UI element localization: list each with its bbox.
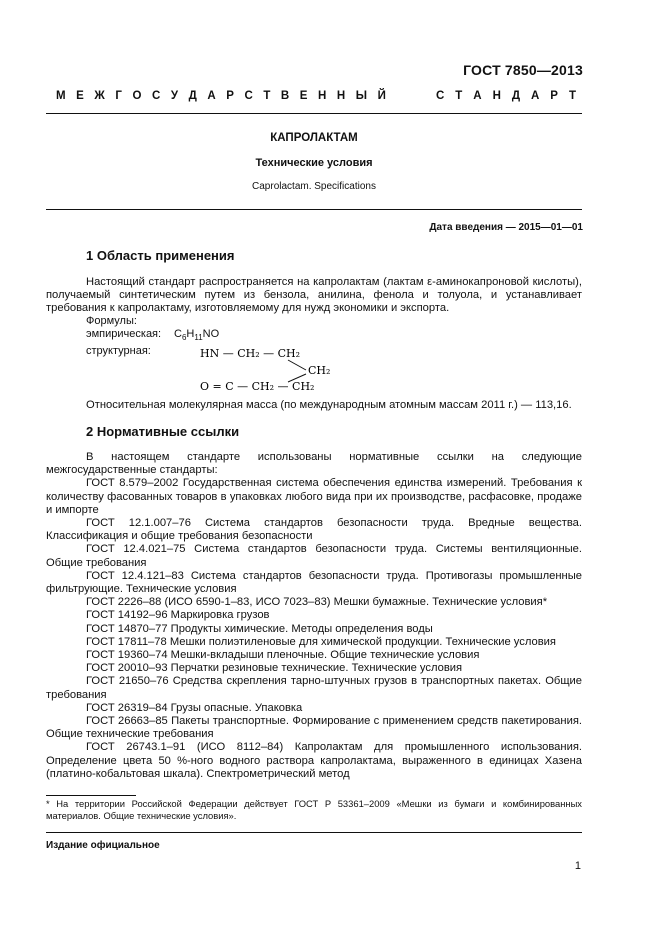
struct-line-1: HN — CH₂ — CH₂ bbox=[200, 347, 301, 360]
reference-item: ГОСТ 17811–78 Мешки полиэтиленовые для химической продукции. Технические условия bbox=[86, 635, 556, 648]
english-title: Caprolactam. Specifications bbox=[252, 181, 376, 192]
interstate-word-1 bbox=[56, 90, 386, 102]
structural-label: структурная: bbox=[86, 344, 151, 357]
section-1-paragraph bbox=[46, 276, 582, 316]
structural-formula bbox=[200, 346, 350, 394]
interstate-letter: С bbox=[244, 90, 253, 102]
empirical-formula: $C_6H_{11}NO$ bbox=[174, 328, 220, 343]
interstate-letter: Г bbox=[115, 90, 122, 102]
interstate-letter: Н bbox=[318, 90, 327, 102]
empirical-row bbox=[86, 328, 219, 344]
reference-item: ГОСТ 12.4.021–75 Система стандартов безопасности труда. Системы вентиляционные. Общие требования bbox=[46, 543, 582, 569]
interstate-letter: Н bbox=[336, 90, 346, 102]
reference-item: ГОСТ 19360–74 Мешки-вкладыши пленочные. Общие технические условия bbox=[86, 649, 480, 662]
standard-letter: Р bbox=[550, 90, 558, 102]
interstate-letter: Ж bbox=[94, 90, 105, 102]
footnote-divider bbox=[46, 795, 136, 796]
section-1-heading: 1 Область применения bbox=[86, 248, 235, 263]
interstate-letter: Е bbox=[299, 90, 308, 102]
interstate-letter: О bbox=[132, 90, 142, 102]
footnote: * На территории Российской Федерации действует ГОСТ Р 53361–2009 «Мешки из бумаги и комбинированных материалов. Общие технические условия». bbox=[46, 798, 582, 821]
standard-letter: Д bbox=[511, 90, 521, 102]
interstate-standard-banner bbox=[56, 90, 576, 102]
interstate-letter: Р bbox=[226, 90, 234, 102]
reference-item: ГОСТ 12.4.121–83 Система стандартов безопасности труда. Противогазы промышленные фильтрующие. Технические условия bbox=[46, 569, 582, 596]
struct-line-3: O = C — CH₂ — CH₂ bbox=[200, 380, 315, 393]
introduction-date: Дата введения — 2015—01—01 bbox=[429, 222, 583, 233]
document-subtitle: Технические условия bbox=[255, 157, 373, 169]
interstate-letter: Е bbox=[76, 90, 84, 102]
interstate-letter: Ы bbox=[355, 90, 368, 102]
reference-item: ГОСТ 20010–93 Перчатки резиновые технические. Технические условия bbox=[86, 662, 463, 675]
interstate-letter: Й bbox=[377, 90, 386, 102]
title-divider bbox=[46, 209, 582, 210]
interstate-letter: У bbox=[170, 90, 178, 102]
empirical-label: эмпирическая: bbox=[86, 328, 162, 341]
standard-letter: Т bbox=[568, 90, 576, 102]
interstate-letter: Д bbox=[188, 90, 197, 102]
page-number: 1 bbox=[574, 860, 581, 872]
edition-label: Издание официальное bbox=[46, 840, 160, 851]
reference-item: ГОСТ 12.1.007–76 Система стандартов безопасности труда. Вредные вещества. Классификация и общие требования безопасности bbox=[46, 517, 582, 543]
standard-letter: Н bbox=[492, 90, 501, 102]
interstate-letter: М bbox=[56, 90, 66, 102]
formulas-label: Формулы: bbox=[86, 315, 137, 327]
reference-item: ГОСТ 14192–96 Маркировка грузов bbox=[86, 609, 270, 622]
references-list bbox=[46, 451, 582, 781]
reference-item: ГОСТ 26663–85 Пакеты транспортные. Формирование с применением средств пакетирования. Общие технические требования bbox=[46, 715, 582, 741]
interstate-letter: В bbox=[280, 90, 290, 102]
interstate-letter: А bbox=[207, 90, 216, 102]
document-title: КАПРОЛАКТАМ bbox=[270, 132, 358, 144]
interstate-letter: Т bbox=[263, 90, 271, 102]
standard-letter: Т bbox=[455, 90, 463, 102]
reference-item: ГОСТ 2226–88 (ИСО 6590-1–83, ИСО 7023–83) Мешки бумажные. Технические условия* bbox=[86, 596, 548, 609]
struct-line-2: CH₂ bbox=[308, 364, 331, 377]
standard-letter: С bbox=[436, 90, 445, 102]
standard-code: ГОСТ 7850—2013 bbox=[463, 62, 583, 78]
references-intro: В настоящем стандарте использованы нормативные ссылки на следующие межгосударственные стандарты: bbox=[46, 451, 582, 477]
struct-bond-upper bbox=[288, 360, 306, 370]
footer-divider bbox=[46, 832, 582, 833]
reference-item: ГОСТ 21650–76 Средства скрепления тарно-штучных грузов в транспортных пакетах. Общие требования bbox=[46, 675, 582, 701]
molecular-mass: Относительная молекулярная масса (по международным атомным массам 2011 г.) — 113,16. bbox=[86, 399, 572, 411]
section-2-heading: 2 Нормативные ссылки bbox=[86, 424, 240, 439]
scope-paragraph: Настоящий стандарт распространяется на капролактам (лактам ε-аминокапроновой кислоты), получаемый синтетическим путем из бензола, анилина, фенола и толуола, и устанавливает требования к капролактаму, изготовляемому для нужд экономики и экспорта. bbox=[46, 276, 582, 315]
reference-item: ГОСТ 14870–77 Продукты химические. Методы определения воды bbox=[86, 622, 433, 635]
standard-letter: А bbox=[473, 90, 482, 102]
standard-letter: А bbox=[531, 90, 540, 102]
reference-item: ГОСТ 26743.1–91 (ИСО 8112–84) Капролактам для промышленного использования. Определение цвета 50 %-ного водного раствора капролактама, выраженного в единицах Хазена (платино-кобальтовая шкала). Спектрометрический метод bbox=[46, 741, 582, 780]
header-divider bbox=[46, 113, 582, 114]
interstate-letter: С bbox=[151, 90, 161, 102]
interstate-word-2 bbox=[436, 90, 576, 102]
reference-item: ГОСТ 26319–84 Грузы опасные. Упаковка bbox=[86, 701, 303, 714]
reference-item: ГОСТ 8.579–2002 Государственная система обеспечения единства измерений. Требования к количеству фасованных товаров в упаковках любого вида при их производстве, расфасовке, продаже и импорте bbox=[46, 477, 582, 516]
